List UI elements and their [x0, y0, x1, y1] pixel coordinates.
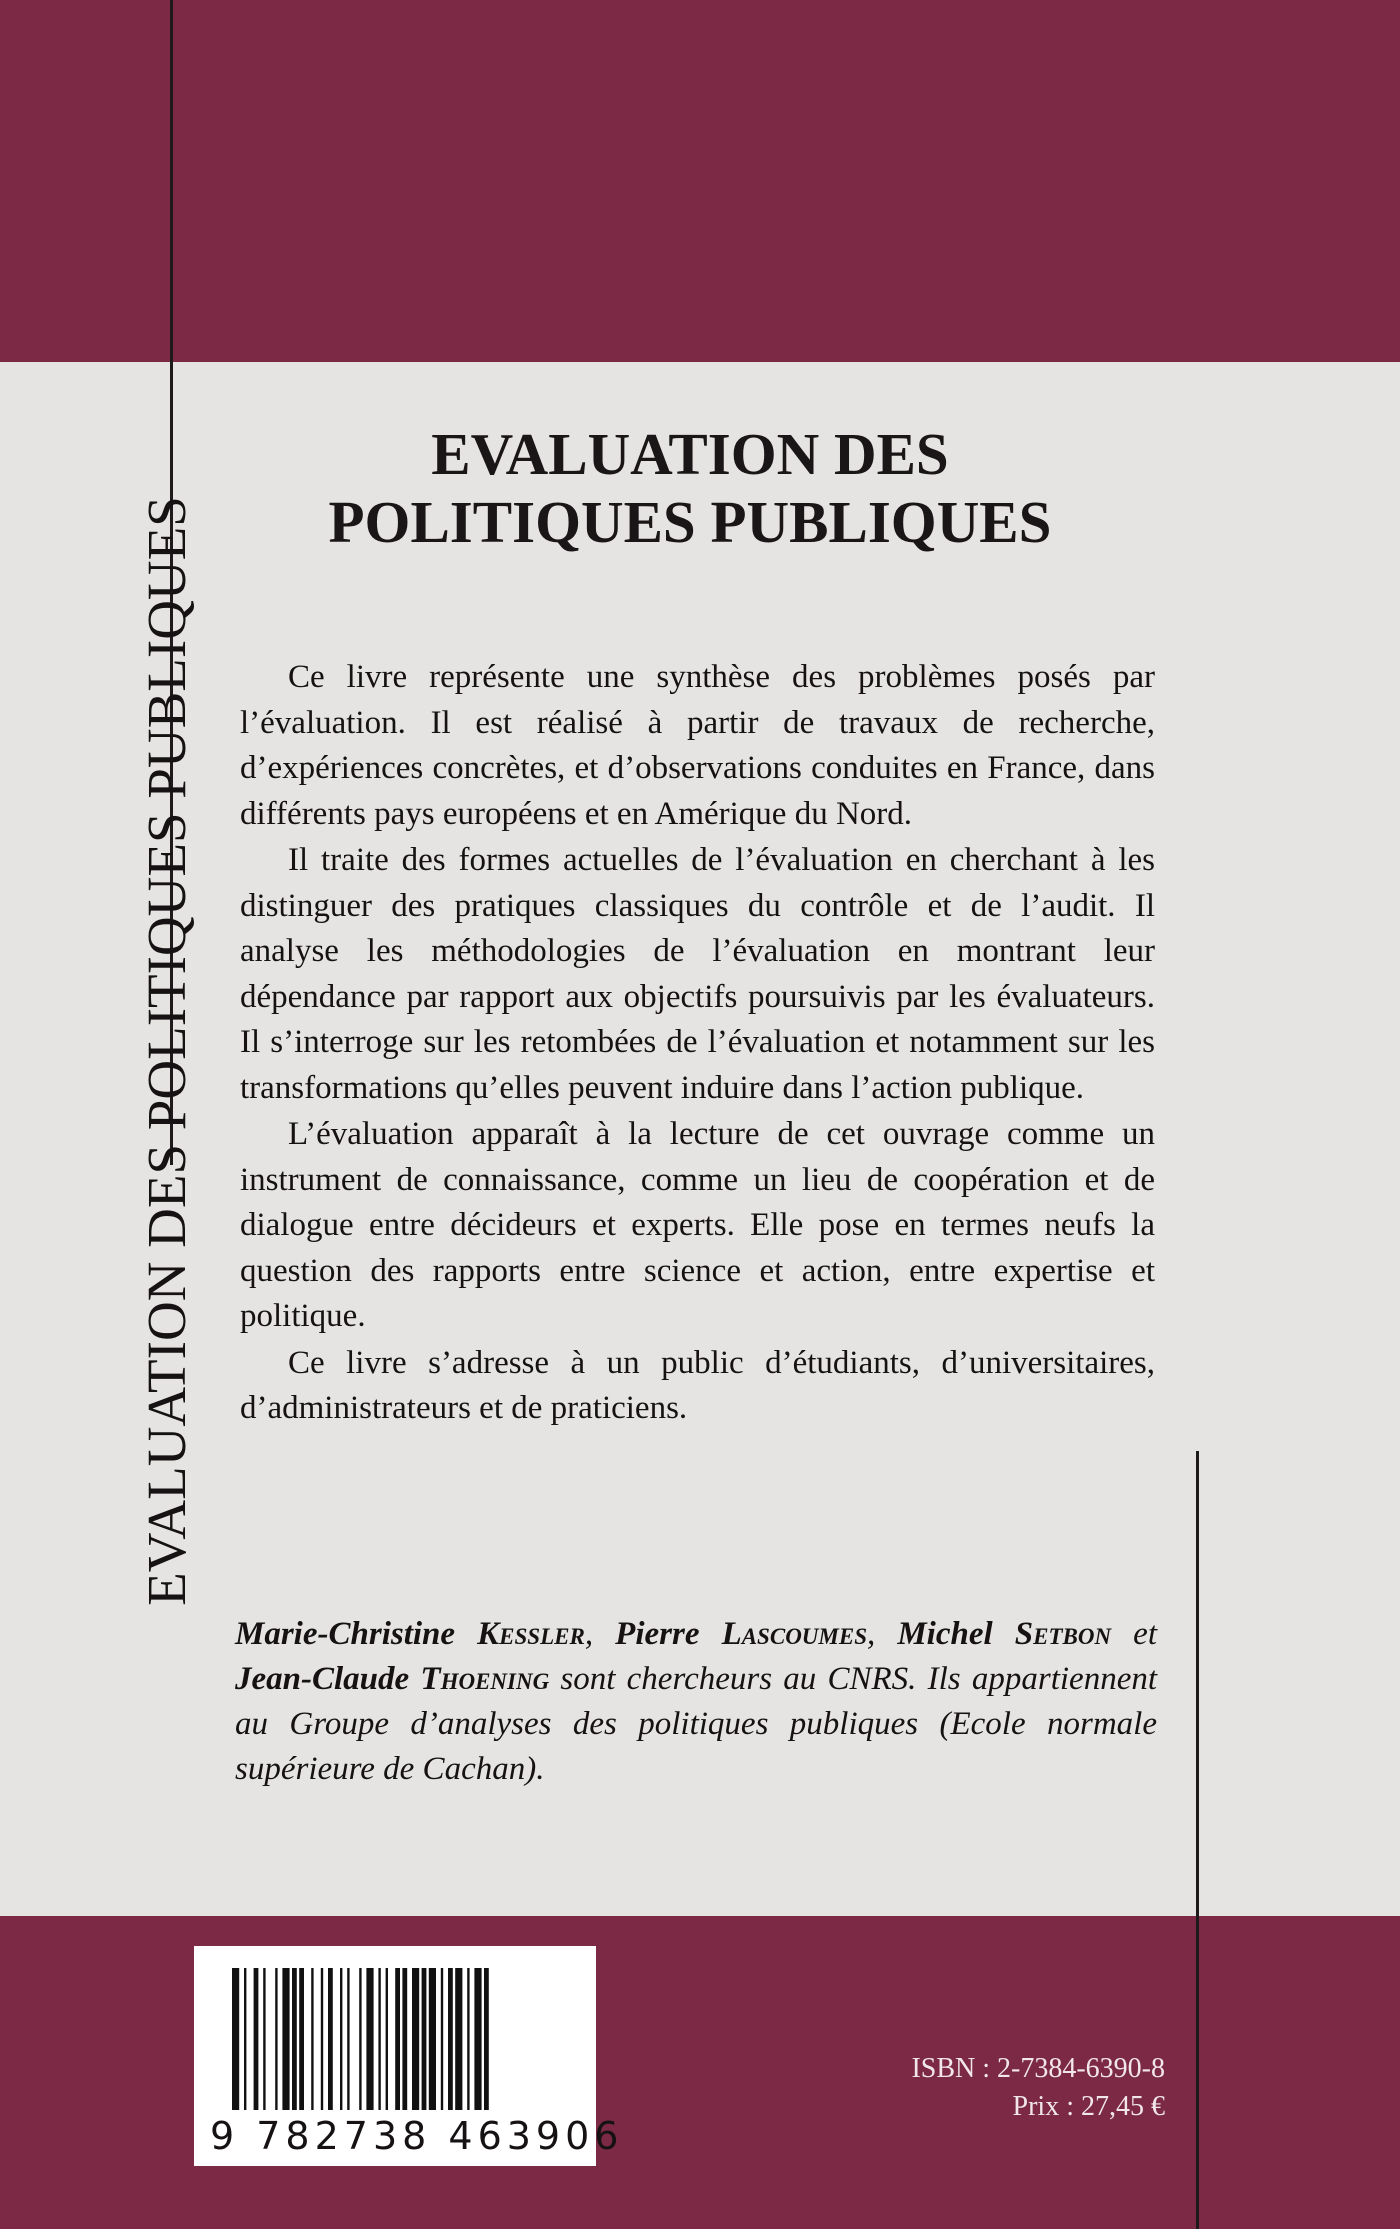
barcode-bar — [441, 1968, 443, 2110]
barcode-bar — [484, 1968, 489, 2110]
barcode-bar — [402, 1968, 407, 2110]
barcode-bar — [299, 1968, 304, 2110]
barcode-bar — [254, 1968, 259, 2110]
isbn-number: ISBN : 2-7384-6390-8 — [911, 2053, 1165, 2084]
isbn-block — [800, 2050, 1165, 2126]
author-2-first: Pierre — [615, 1616, 700, 1652]
right-divider-line — [1196, 1451, 1199, 2229]
author-4-first: Jean-Claude — [235, 1661, 410, 1697]
author-2-last: Lascoumes — [721, 1616, 867, 1652]
barcode-digits: 9 782738 463906 — [210, 2114, 624, 2158]
barcode-bar — [422, 1968, 427, 2110]
barcode-bar — [282, 1968, 289, 2110]
barcode-bar — [448, 1968, 453, 2110]
author-1-last: Kessler — [477, 1616, 585, 1652]
blurb-paragraph-2: Il traite des formes actuelles de l’évaluation en cherchant à les distinguer des pratiques classiques du contrôle et de l’audit. Il analyse les méthodologies de l’évaluation en montrant leur dépendance par rapport aux objectifs poursuivis par les évaluateurs. Il s’interroge sur les retombées de l’évaluation et notamment sur les transformations qu’elles peuvent induire dans l’action publique. — [240, 842, 1155, 1106]
author-1-first: Marie-Christine — [235, 1616, 456, 1652]
barcode-bar — [292, 1968, 297, 2110]
book-title-line-1: EVALUATION DES — [431, 421, 949, 487]
author-3-first: Michel — [897, 1616, 993, 1652]
barcode-bar — [474, 1968, 481, 2110]
barcode-bar — [359, 1968, 361, 2110]
author-4-last: Thoening — [420, 1661, 550, 1697]
barcode — [194, 1946, 624, 2166]
barcode-bar — [244, 1968, 246, 2110]
book-title — [240, 420, 1140, 556]
barcode-bar — [366, 1968, 373, 2110]
barcode-bar — [455, 1968, 462, 2110]
barcode-bar — [395, 1968, 400, 2110]
barcode-bar — [429, 1968, 436, 2110]
blurb-paragraph-1: Ce livre représente une synthèse des problèmes posés par l’évaluation. Il est réalisé à partir de travaux de recherche, d’expériences concrètes, et d’observations conduites en France, dans différents pays européens et en Amérique du Nord. — [240, 659, 1155, 832]
barcode-bar — [263, 1968, 265, 2110]
blurb-paragraph-3: L’évaluation apparaît à la lecture de cet ouvrage comme un instrument de connaissance, comme un lieu de coopération et de dialogue entre décideurs et experts. Elle pose en termes neufs la question des rapports entre science et action, entre expertise et politique. — [240, 1116, 1155, 1334]
barcode-bar — [412, 1968, 419, 2110]
spine-title: EVALUATION DES POLITIQUES PUBLIQUES — [136, 496, 197, 1606]
barcode-bar — [232, 1968, 239, 2110]
author-affiliation: sont chercheurs au CNRS. Ils appartiennent au Groupe d’analyses des politiques publiques (Ecole normale supérieure de Cachan). — [235, 1661, 1158, 1787]
barcode-bar — [311, 1968, 313, 2110]
barcode-bar — [328, 1968, 333, 2110]
author-3-last: Setbon — [1014, 1616, 1112, 1652]
barcode-bar — [467, 1968, 469, 2110]
barcode-bar — [340, 1968, 342, 2110]
blurb-paragraph-4: Ce livre s’adresse à un public d’étudiants, d’universitaires, d’administrateurs et de praticiens. — [240, 1344, 1155, 1426]
top-color-band — [0, 0, 1400, 362]
barcode-bar — [275, 1968, 277, 2110]
barcode-bar — [378, 1968, 380, 2110]
book-title-line-2: POLITIQUES PUBLIQUES — [328, 489, 1052, 555]
barcode-bar — [386, 1968, 388, 2110]
author-conjunction: et — [1133, 1616, 1157, 1652]
barcode-bar — [321, 1968, 323, 2110]
blurb — [240, 655, 1155, 1433]
price: Prix : 27,45 € — [1012, 2091, 1165, 2122]
author-note: Marie-Christine Kessler, Pierre Lascoumes, Michel Setbon et Jean-Claude Thoening sont chercheurs au CNRS. Ils appartiennent au Groupe d’analyses des politiques publiques (Ecole normale supérieure de Cachan). — [235, 1616, 1158, 1787]
barcode-icon — [194, 1946, 596, 2116]
barcode-bar — [347, 1968, 349, 2110]
